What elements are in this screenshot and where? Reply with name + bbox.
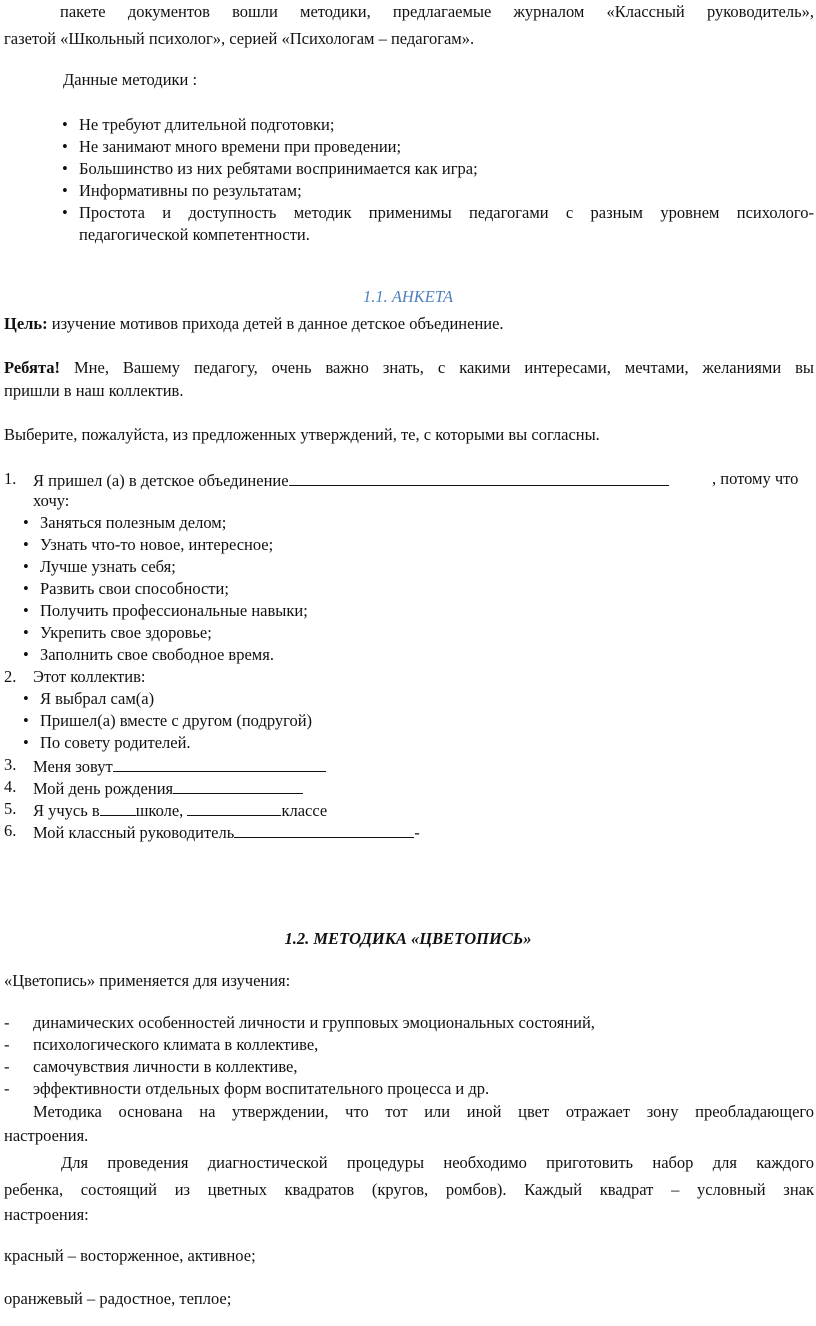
q2-number: 2. [4, 667, 17, 686]
bullet-icon: • [62, 181, 68, 200]
q1-text: Я пришел (а) в детское объединение [33, 471, 289, 490]
bullet-icon: • [23, 623, 29, 642]
study-item-3: самочувствия личности в коллективе, [33, 1057, 298, 1076]
intro-line-2: газетой «Школьный психолог», серией «Психологам – педагогам». [4, 29, 475, 48]
kids-label: Ребята! [4, 358, 61, 377]
bullet-icon: • [23, 601, 29, 620]
intro-bullet-4: Информативны по результатам; [79, 181, 302, 200]
color-orange-mood: оранжевый – радостное, теплое; [4, 1289, 232, 1308]
goal-line [4, 314, 504, 334]
study-item-2: психологического климата в коллективе, [33, 1035, 319, 1054]
q1-option-5: Получить профессиональные навыки; [40, 601, 308, 620]
goal-label: Цель: [4, 314, 48, 333]
q5-class-field[interactable] [187, 799, 281, 816]
choose-instruction: Выберите, пожалуйста, из предложенных утверждений, те, с которыми вы согласны. [4, 425, 600, 444]
q1-cont: хочу: [33, 491, 70, 510]
q3-text: Меня зовут [33, 757, 113, 776]
q5-line [33, 799, 327, 821]
intro-bullet-3: Большинство из них ребятами воспринимается как игра; [79, 159, 478, 178]
q5-end: классе [281, 801, 328, 820]
q1-option-2: Узнать что-то новое, интересное; [40, 535, 274, 554]
bullet-icon: • [23, 535, 29, 554]
q5-number: 5. [4, 799, 17, 818]
kids-text: Мне, Вашему педагогу, очень важно знать, с какими интересами, мечтами, желаниями вы [60, 358, 814, 377]
dash-icon: - [4, 1013, 10, 1032]
q1-option-1: Заняться полезным делом; [40, 513, 227, 532]
method-paragraph-line-2: настроения. [4, 1126, 89, 1145]
bullet-icon: • [23, 513, 29, 532]
q6-end: - [414, 823, 420, 842]
tsvetopis-intro: «Цветопись» применяется для изучения: [4, 971, 291, 990]
q4-number: 4. [4, 777, 17, 796]
kids-line-2: пришли в наш коллектив. [4, 381, 184, 400]
q1-line [33, 469, 669, 491]
q4-text: Мой день рождения [33, 779, 174, 798]
bullet-icon: • [23, 733, 29, 752]
bullet-icon: • [23, 645, 29, 664]
q6-text: Мой классный руководитель [33, 823, 235, 842]
bullet-icon: • [62, 137, 68, 156]
q1-tail: , потому что [712, 469, 799, 488]
bullet-icon: • [62, 159, 68, 178]
q2-option-3: По совету родителей. [40, 733, 191, 752]
q1-blank-field[interactable] [289, 469, 669, 486]
q5-mid: школе, [135, 801, 184, 820]
q6-line [33, 821, 420, 843]
q1-option-7: Заполнить свое свободное время. [40, 645, 274, 664]
bullet-icon: • [23, 579, 29, 598]
bullet-icon: • [23, 689, 29, 708]
study-item-1: динамических особенностей личности и групповых эмоциональных состояний, [33, 1013, 595, 1032]
q4-blank-field[interactable] [173, 777, 303, 794]
q2-text: Этот коллектив: [33, 667, 146, 686]
intro-bullet-2: Не занимают много времени при проведении; [79, 137, 402, 156]
q1-option-3: Лучше узнать себя; [40, 557, 176, 576]
procedure-paragraph-line-2: ребенка, состоящий из цветных квадратов (кругов, ромбов). Каждый квадрат – условный знак [4, 1180, 814, 1199]
intro-bullet-5-cont: педагогической компетентности. [79, 225, 310, 244]
bullet-icon: • [62, 203, 68, 222]
dash-icon: - [4, 1057, 10, 1076]
method-paragraph-line-1: Методика основана на утверждении, что тот или иной цвет отражает зону преобладающего [33, 1102, 814, 1121]
intro-heading: Данные методики : [63, 70, 198, 89]
q3-blank-field[interactable] [113, 755, 326, 772]
dash-icon: - [4, 1035, 10, 1054]
study-item-4: эффективности отдельных форм воспитательного процесса и др. [33, 1079, 490, 1098]
q6-number: 6. [4, 821, 17, 840]
intro-bullet-1: Не требуют длительной подготовки; [79, 115, 335, 134]
q3-number: 3. [4, 755, 17, 774]
dash-icon: - [4, 1079, 10, 1098]
intro-line-1: пакете документов вошли методики, предлагаемые журналом «Классный руководитель», [60, 2, 814, 21]
q1-number: 1. [4, 469, 17, 488]
bullet-icon: • [62, 115, 68, 134]
bullet-icon: • [23, 557, 29, 576]
bullet-icon: • [23, 711, 29, 730]
q2-option-1: Я выбрал сам(а) [40, 689, 155, 708]
section-title-anketa: 1.1. АНКЕТА [362, 287, 454, 306]
q1-option-4: Развить свои способности; [40, 579, 229, 598]
procedure-paragraph-line-3: настроения: [4, 1205, 89, 1224]
q5-text: Я учусь в [33, 801, 100, 820]
section-title-tsvetopis: 1.2. МЕТОДИКА «ЦВЕТОПИСЬ» [284, 929, 532, 948]
q2-option-2: Пришел(а) вместе с другом (подругой) [40, 711, 313, 730]
q6-blank-field[interactable] [234, 821, 414, 838]
goal-text: изучение мотивов прихода детей в данное детское объединение. [47, 314, 504, 333]
q3-line [33, 755, 326, 777]
color-red-mood: красный – восторженное, активное; [4, 1246, 256, 1265]
kids-line-1 [4, 358, 814, 378]
intro-bullet-5: Простота и доступность методик применимы педагогами с разным уровнем психолого- [79, 203, 814, 222]
q1-option-6: Укрепить свое здоровье; [40, 623, 212, 642]
q4-line [33, 777, 303, 799]
procedure-paragraph-line-1: Для проведения диагностической процедуры необходимо приготовить набор для каждого [61, 1153, 814, 1172]
q5-school-field[interactable] [100, 799, 136, 816]
